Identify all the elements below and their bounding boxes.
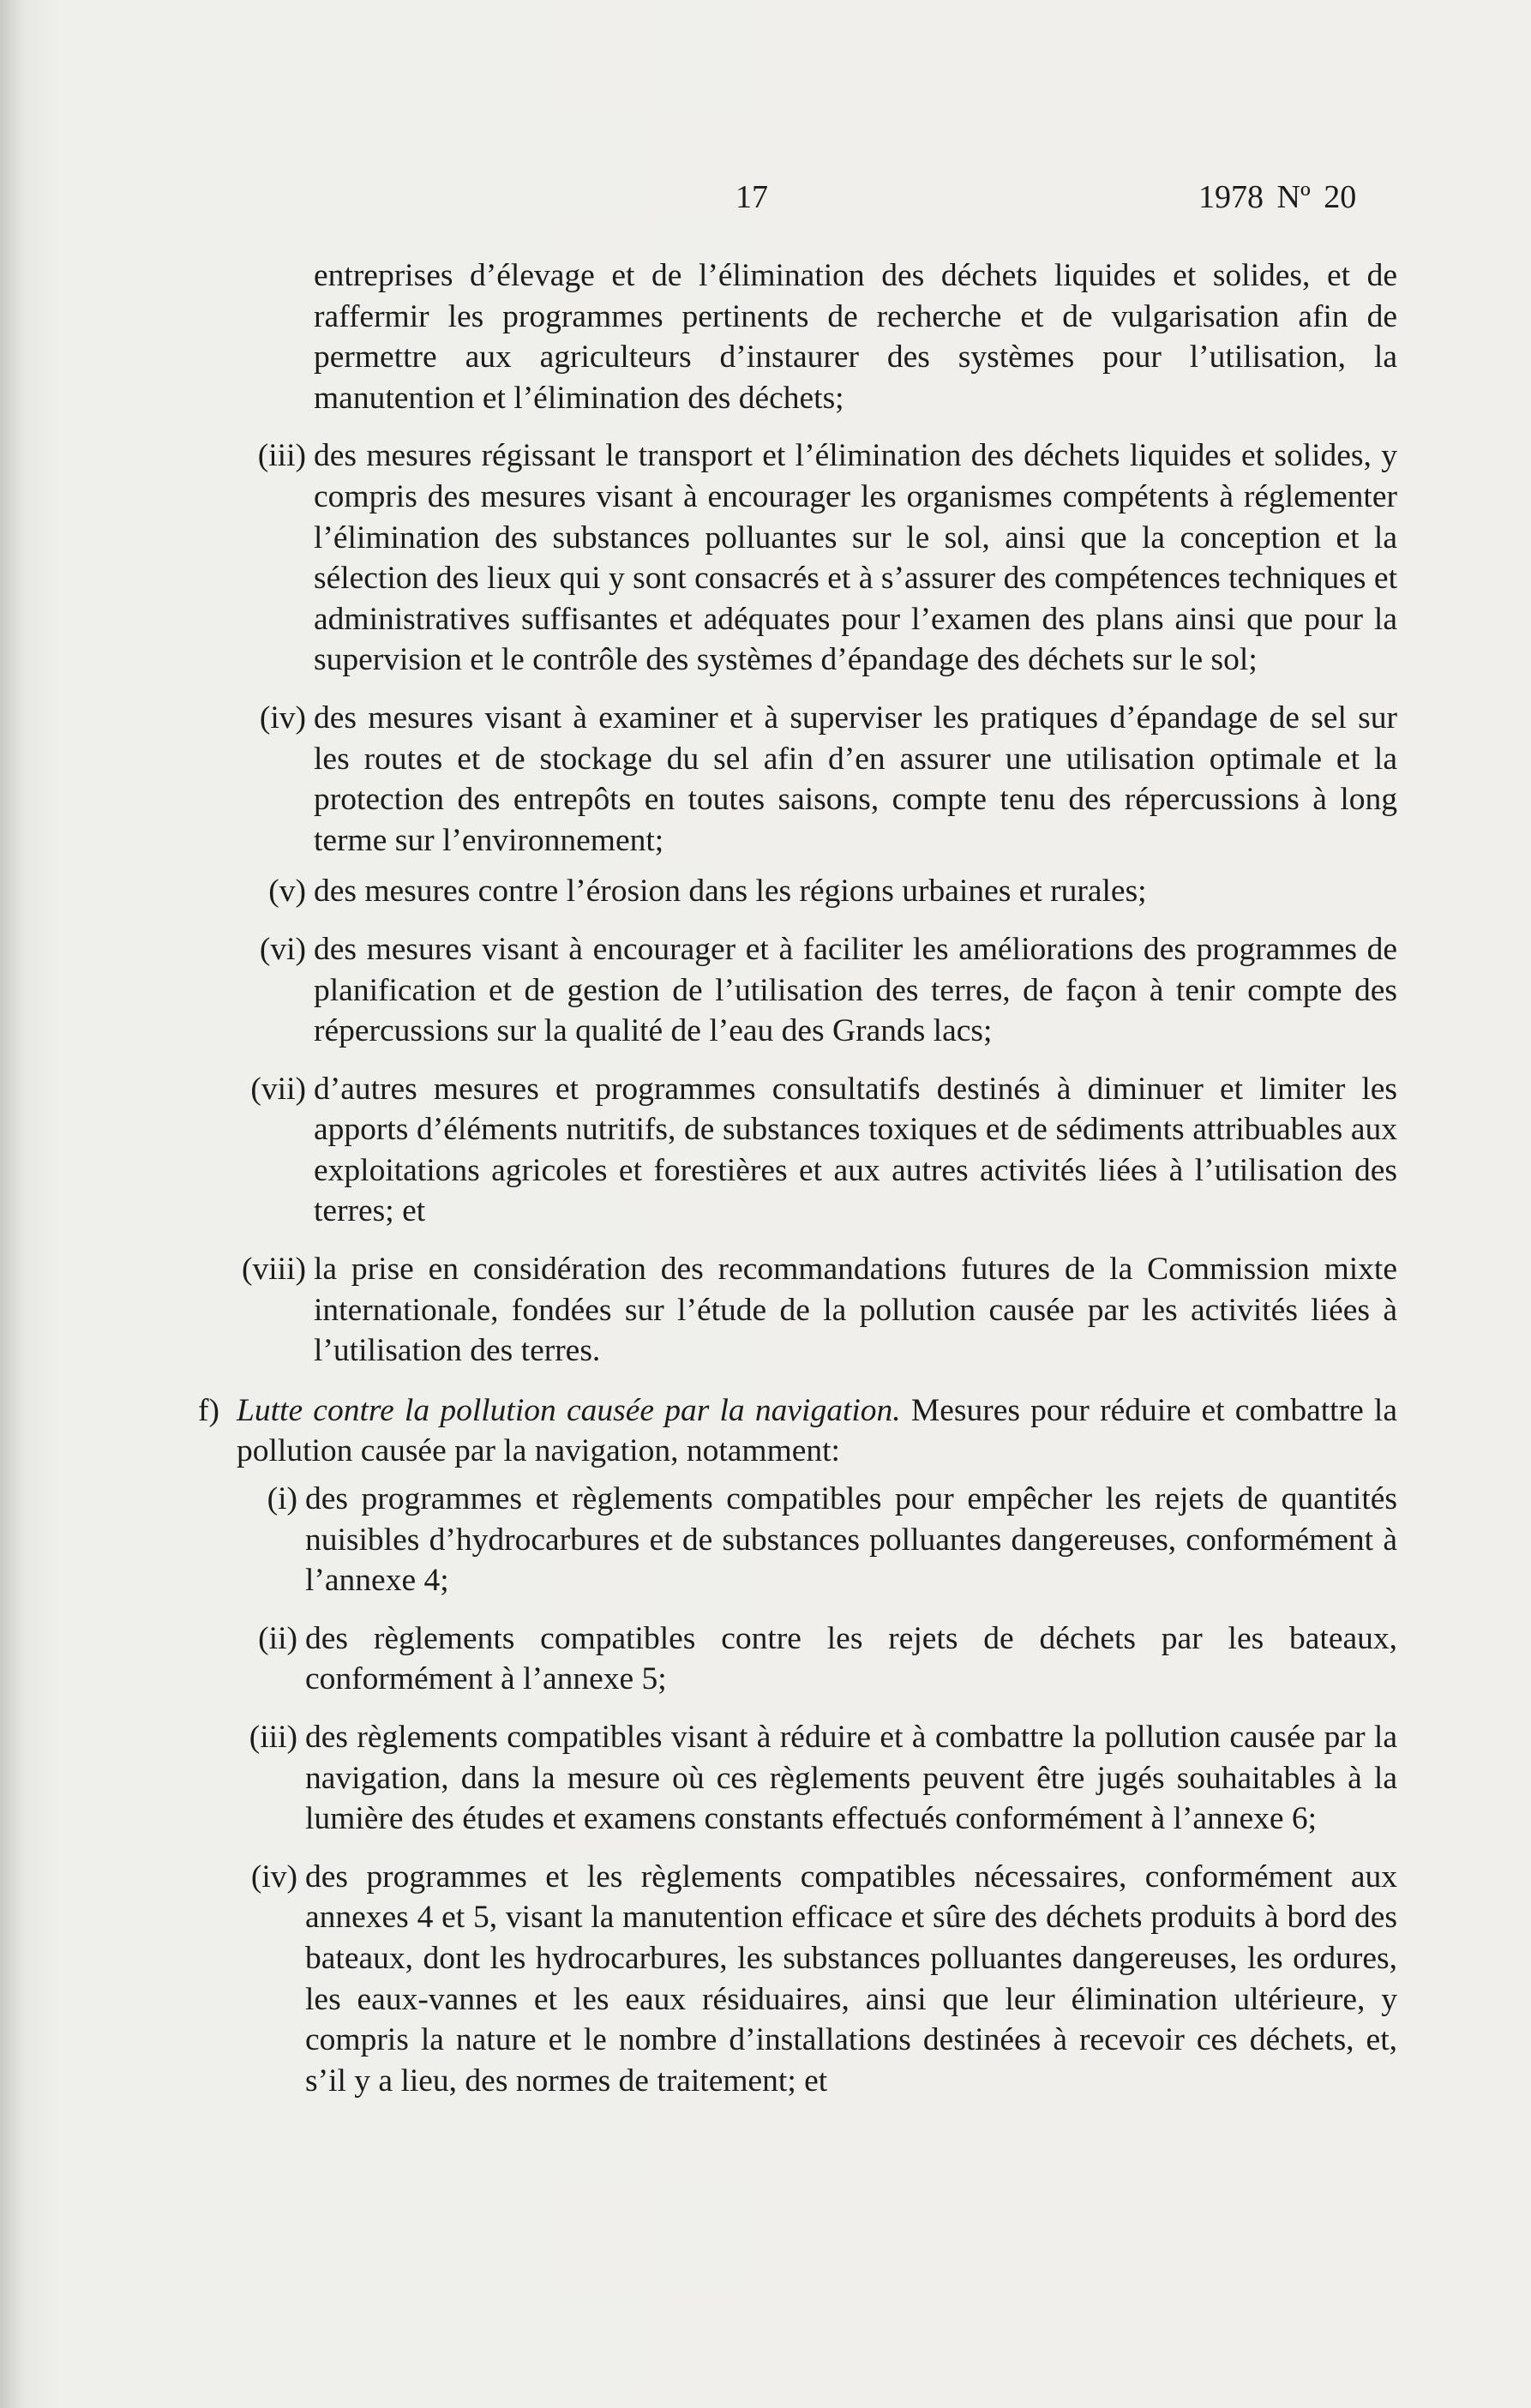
sub-item-iii (219, 1717, 1397, 1840)
document-body (198, 255, 1398, 2101)
sub-item-text: des règlements compatibles contre les rejets de déchets par les bateaux, conformément à l’annexe 5; (305, 1620, 1397, 1697)
sub-item-text: des règlements compatibles visant à réduire et à combattre la pollution causée par la navigation, dans la mesure où ces règlements peuvent être jugés souhaitables à la lumière des études et examens constants effectués conformément à l’annexe 6; (305, 1720, 1397, 1837)
item-text: d’autres mesures et programmes consultatifs destinés à diminuer et limiter les apports d’éléments nutritifs, de substances toxiques et de sédiments attribuables aux exploitations agricoles et forestières et aux autres activités liées à l’utilisation des terres; et (314, 1071, 1397, 1229)
sub-item-label: (i) (267, 1481, 297, 1517)
section-intro: Mesures pour réduire et combattre la pollution causée par la navigation, notamment: (237, 1392, 1398, 1469)
sub-item-text: des programmes et règlements compatibles pour empêcher les rejets de quantités nuisibles d’hydrocarbures et de substances polluantes dangereuses, conformément à l’annexe 4; (305, 1481, 1397, 1599)
continued-paragraph: entreprises d’élevage et de l’élimination des déchets liquides et solides, et de raffermir les programmes pertinents de recherche et de vulgarisation afin de permettre aux agriculteurs d’instaurer des systèmes pour l’utilisation, la manutention et l’élimination des déchets; (314, 258, 1397, 416)
sub-item-label: (iv) (250, 1859, 297, 1895)
sub-item-label: (iii) (249, 1720, 297, 1755)
sub-item-iv (219, 1857, 1397, 2102)
item-label: (viii) (242, 1252, 306, 1288)
list-item-iv (219, 698, 1397, 861)
item-text: des mesures visant à encourager et à faciliter les améliorations des programmes de planification et de gestion de l’utilisation des terres, de façon à tenir compte des répercussions sur la qualité de l’eau des Grands lacs; (314, 931, 1397, 1049)
page-header (0, 178, 1531, 221)
item-text: des mesures contre l’érosion dans les régions urbaines et rurales; (314, 874, 1147, 910)
item-text: des mesures visant à examiner et à superviser les pratiques d’épandage de sel sur les routes et de stockage du sel afin d’en assurer une utilisation optimale et la protection des entrepôts en toutes saisons, compte tenu des répercussions à long terme sur l’environnement; (314, 700, 1397, 858)
item-text: des mesures régissant le transport et l’élimination des déchets liquides et solides, y compris des mesures visant à encourager les organismes compétents à réglementer l’élimination des substances polluantes sur le sol, ainsi que la conception et la sélection des lieux qui y sont consacrés et à s’assurer des compétences techniques et administratives suffisantes et adéquates pour l’examen des plans ainsi que pour la supervision et le contrôle des systèmes d’épandage des déchets sur le sol; (314, 438, 1397, 678)
list-item-vi (219, 929, 1397, 1052)
section-label: f) (198, 1392, 219, 1428)
sub-item-ii (219, 1618, 1397, 1700)
item-label: (iv) (259, 700, 306, 736)
item-label: (v) (268, 874, 306, 910)
year-and-number: 1978 Nº 20 (1198, 179, 1357, 215)
section-heading: Lutte contre la pollution causée par la navigation. (237, 1392, 901, 1428)
list-item-v (219, 871, 1397, 912)
list-item-vii (219, 1069, 1397, 1232)
item-label: (vi) (259, 931, 306, 967)
list-item-iii (219, 435, 1397, 681)
page-number: 17 (735, 179, 768, 215)
sub-item-label: (ii) (258, 1620, 297, 1656)
list-item-viii (219, 1249, 1397, 1372)
item-text: la prise en considération des recommandations futures de la Commission mixte internationale, fondées sur l’étude de la pollution causée par les activités liées à l’utilisation des terres. (314, 1252, 1397, 1369)
section-f (198, 1390, 1398, 1472)
item-label: (iii) (257, 438, 306, 474)
sub-item-i (219, 1479, 1397, 1601)
item-label: (vii) (250, 1071, 306, 1107)
sub-item-text: des programmes et les règlements compatibles nécessaires, conformément aux annexes 4 et 5, visant la manutention efficace et sûre des déchets produits à bord des bateaux, dont les hydrocarbures, les substances polluantes dangereuses, les ordures, les eaux-vannes et les eaux résiduaires, ainsi que leur élimination ultérieure, y compris la nature et le nombre d’installations destinées à recevoir ces déchets, et, s’il y a lieu, des normes de traitement; et (305, 1859, 1397, 2099)
